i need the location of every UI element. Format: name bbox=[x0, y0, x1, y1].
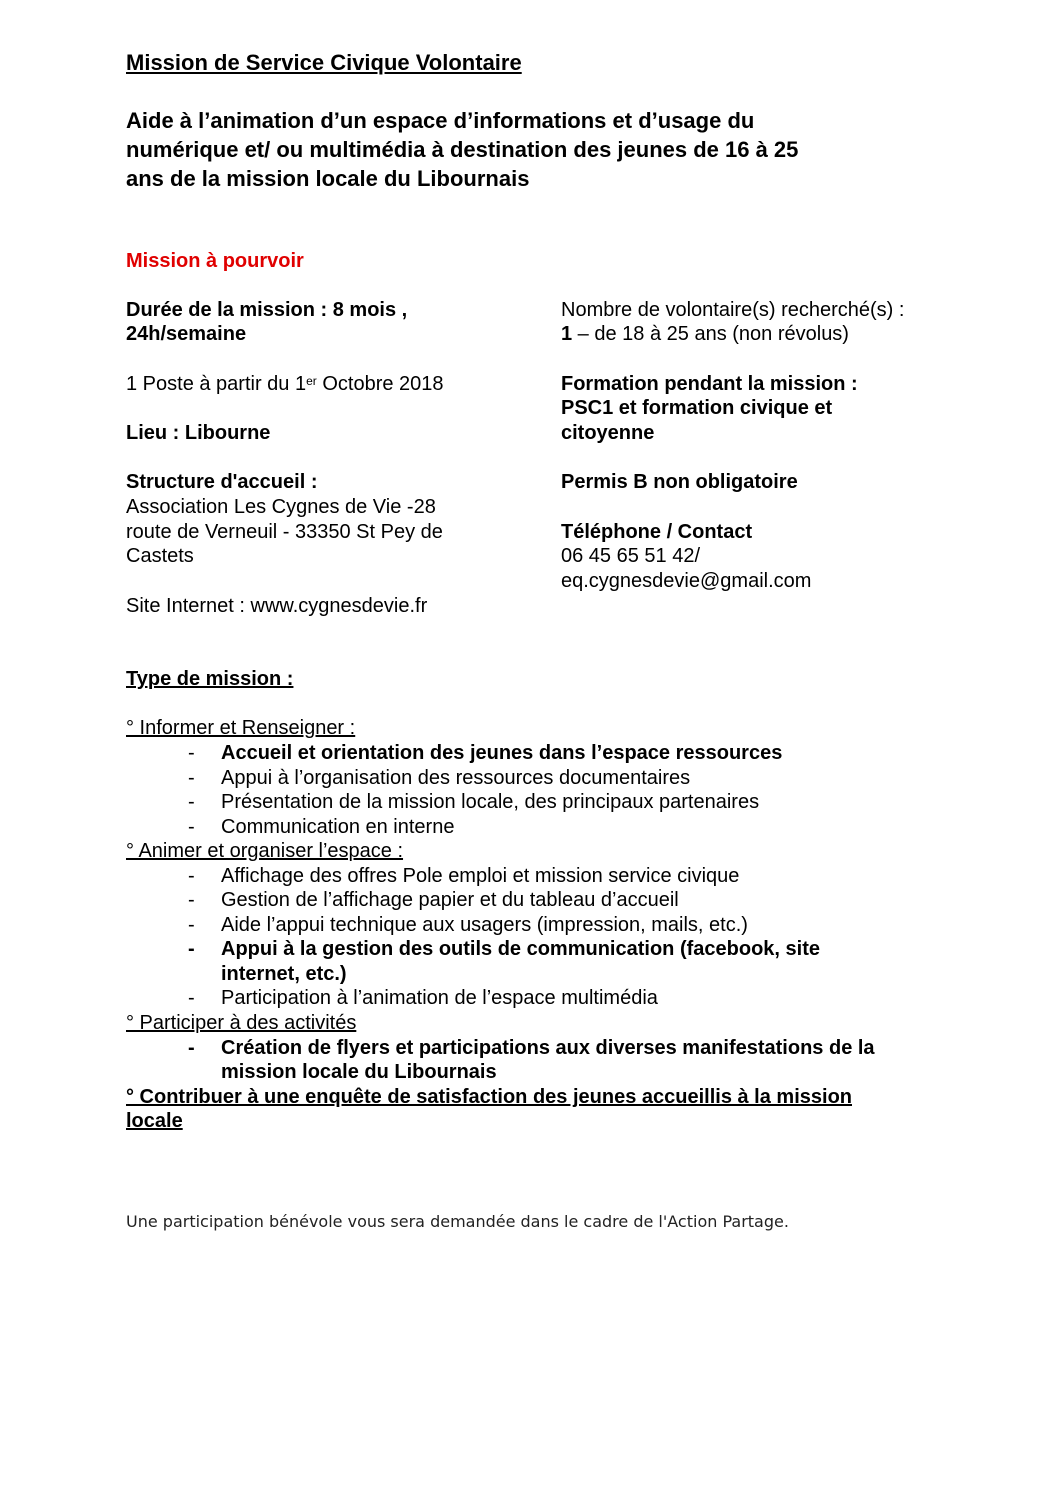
list-item-text: Communication en interne bbox=[221, 816, 455, 838]
list-item-text: Accueil et orientation des jeunes dans l’espace ressources bbox=[221, 742, 783, 764]
list-item-text: mission locale du Libournais bbox=[221, 1061, 497, 1083]
list-dash: - bbox=[188, 889, 195, 911]
poste-suffix: Octobre 2018 bbox=[316, 373, 444, 395]
list-item-text: Appui à la gestion des outils de communication (facebook, site bbox=[221, 938, 820, 960]
formation-line: Formation pendant la mission : bbox=[561, 373, 858, 395]
structure-label: Structure d'accueil : bbox=[126, 471, 318, 493]
type-mission-heading: Type de mission : bbox=[126, 668, 294, 690]
section-mission-heading: Mission à pourvoir bbox=[126, 250, 304, 272]
list-dash: - bbox=[188, 767, 195, 789]
list-dash: - bbox=[188, 938, 195, 960]
poste-sup: er bbox=[306, 374, 317, 388]
group-heading-participer: ° Participer à des activités bbox=[126, 1012, 357, 1034]
subtitle-line: Aide à l’animation d’un espace d’informations et d’usage du bbox=[126, 108, 755, 133]
group-heading-informer: ° Informer et Renseigner : bbox=[126, 717, 356, 739]
contact-label: Téléphone / Contact bbox=[561, 521, 753, 543]
list-dash: - bbox=[188, 816, 195, 838]
list-item-text: Participation à l’animation de l’espace multimédia bbox=[221, 987, 658, 1009]
contact-phone: 06 45 65 51 42/ bbox=[561, 545, 701, 567]
mission-subtitle bbox=[126, 106, 1006, 193]
subtitle-line: ans de la mission locale du Libournais bbox=[126, 166, 530, 191]
site-internet: Site Internet : www.cygnesdevie.fr bbox=[126, 595, 428, 617]
list-dash: - bbox=[188, 914, 195, 936]
contact-email: eq.cygnesdevie@gmail.com bbox=[561, 570, 812, 592]
formation-line: PSC1 et formation civique et bbox=[561, 397, 833, 419]
list-dash: - bbox=[188, 1037, 195, 1059]
poste-date bbox=[126, 372, 526, 397]
duree-line-2: 24h/semaine bbox=[126, 323, 247, 345]
group-heading-contribuer: ° Contribuer à une enquête de satisfaction des jeunes accueillis à la mission bbox=[126, 1086, 852, 1108]
nombre-volontaires-value bbox=[561, 322, 1031, 347]
list-item-text: Appui à l’organisation des ressources documentaires bbox=[221, 767, 691, 789]
group-heading-contribuer-cont: locale bbox=[126, 1110, 183, 1132]
poste-prefix: 1 Poste à partir du 1 bbox=[126, 373, 307, 395]
structure-line: Castets bbox=[126, 545, 194, 567]
nombre-volontaires-label: Nombre de volontaire(s) recherché(s) : bbox=[561, 299, 905, 321]
document-title: Mission de Service Civique Volontaire bbox=[126, 50, 522, 75]
lieu: Lieu : Libourne bbox=[126, 422, 271, 444]
formation-line: citoyenne bbox=[561, 422, 655, 444]
list-item-text: Présentation de la mission locale, des principaux partenaires bbox=[221, 791, 760, 813]
permis: Permis B non obligatoire bbox=[561, 471, 798, 493]
structure-line: Association Les Cygnes de Vie -28 bbox=[126, 496, 436, 518]
list-dash: - bbox=[188, 742, 195, 764]
structure-line: route de Verneuil - 33350 St Pey de bbox=[126, 521, 443, 543]
list-item-text: Création de flyers et participations aux diverses manifestations de la bbox=[221, 1037, 875, 1059]
nombre-count: 1 bbox=[561, 323, 573, 345]
duree-line-1: Durée de la mission : 8 mois , bbox=[126, 299, 408, 321]
nombre-age: – de 18 à 25 ans (non révolus) bbox=[572, 323, 849, 345]
footer-note: Une participation bénévole vous sera demandée dans le cadre de l'Action Partage. bbox=[126, 1212, 789, 1231]
subtitle-line: numérique et/ ou multimédia à destination des jeunes de 16 à 25 bbox=[126, 137, 799, 162]
list-item-text: Aide l’appui technique aux usagers (impression, mails, etc.) bbox=[221, 914, 748, 936]
list-dash: - bbox=[188, 865, 195, 887]
group-heading-animer: ° Animer et organiser l’espace : bbox=[126, 840, 404, 862]
list-item-text: Gestion de l’affichage papier et du tableau d’accueil bbox=[221, 889, 679, 911]
list-item-text: Affichage des offres Pole emploi et mission service civique bbox=[221, 865, 740, 887]
list-dash: - bbox=[188, 791, 195, 813]
list-dash: - bbox=[188, 987, 195, 1009]
list-item-text: internet, etc.) bbox=[221, 963, 347, 985]
